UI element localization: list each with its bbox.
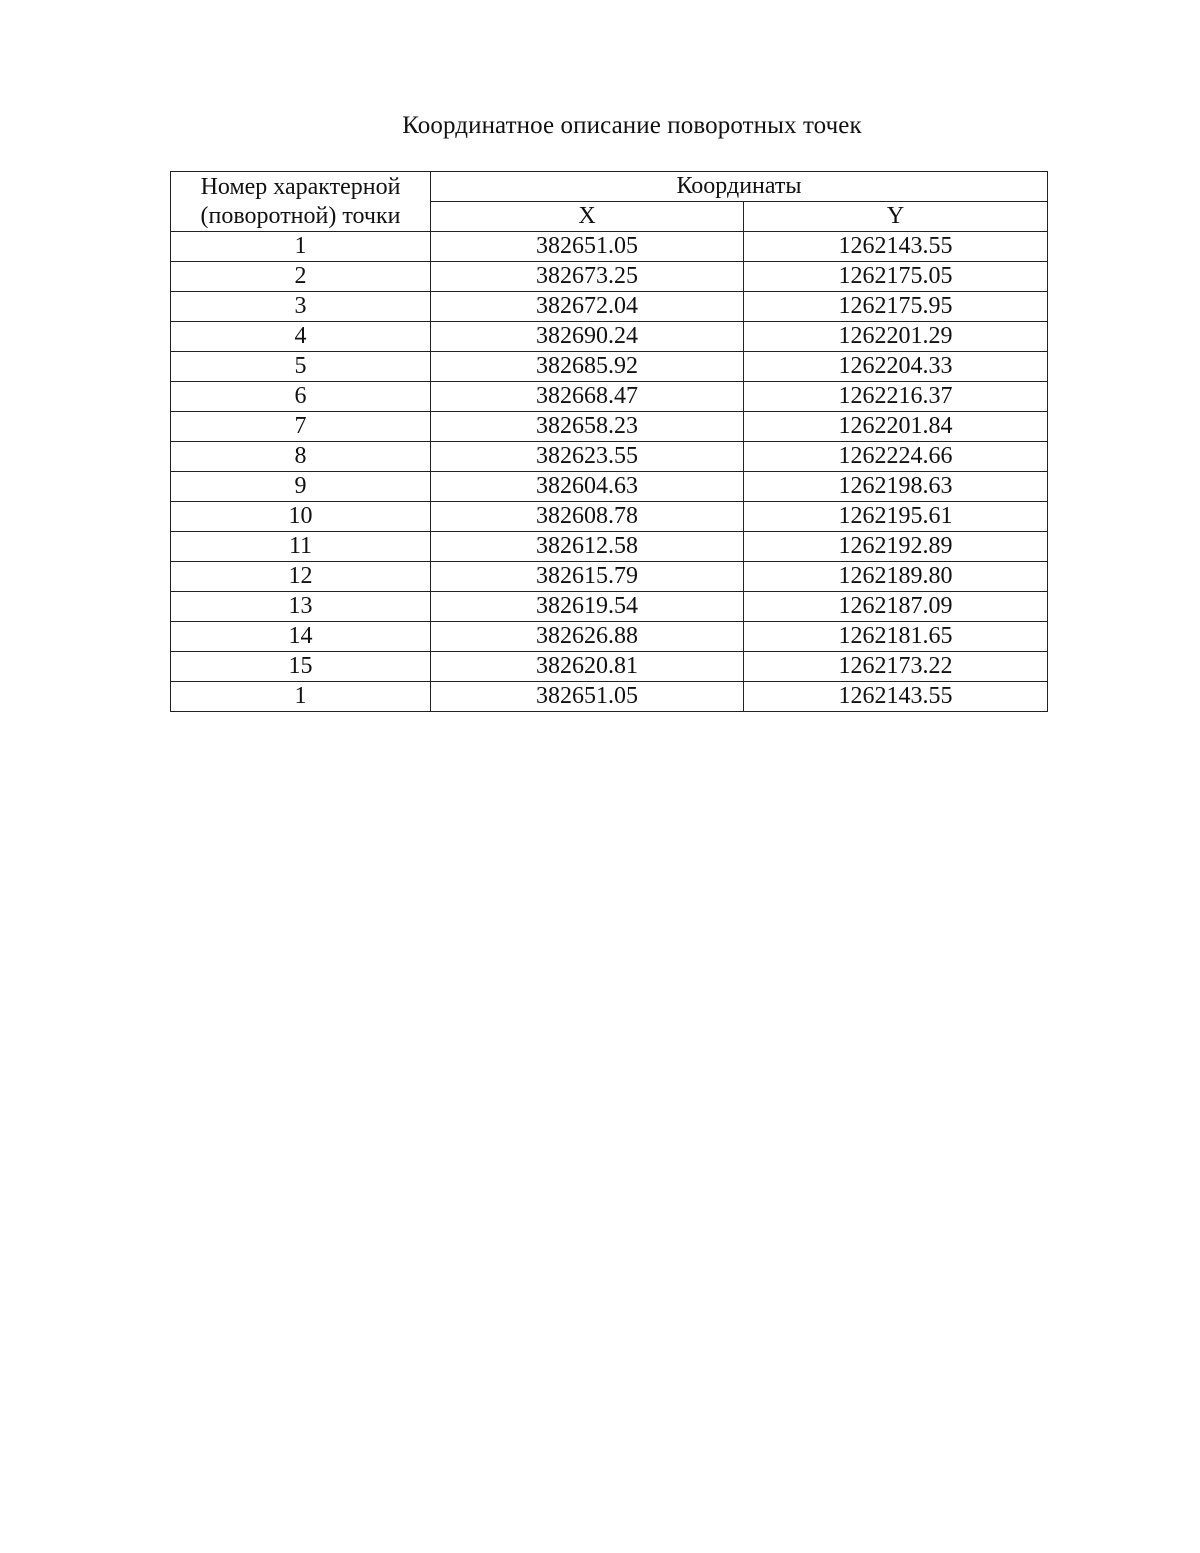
x-coordinate-cell: 382673.25 [431,262,744,292]
y-coordinate-cell: 1262198.63 [744,472,1048,502]
x-coordinate-cell: 382612.58 [431,532,744,562]
point-number-cell: 5 [171,352,431,382]
x-coordinate-cell: 382619.54 [431,592,744,622]
coordinates-header: Координаты [431,172,1048,202]
table-row [171,532,1048,562]
y-coordinate-cell: 1262175.05 [744,262,1048,292]
table-row [171,652,1048,682]
table-body [171,232,1048,712]
point-number-cell: 13 [171,592,431,622]
y-coordinate-cell: 1262201.29 [744,322,1048,352]
page-title: Координатное описание поворотных точек [402,112,862,139]
point-number-cell: 14 [171,622,431,652]
point-number-cell: 3 [171,292,431,322]
point-number-cell: 9 [171,472,431,502]
table-row [171,682,1048,712]
y-coordinate-cell: 1262143.55 [744,232,1048,262]
y-coordinate-cell: 1262181.65 [744,622,1048,652]
y-coordinate-cell: 1262195.61 [744,502,1048,532]
point-number-cell: 11 [171,532,431,562]
x-coordinate-cell: 382668.47 [431,382,744,412]
y-coordinate-cell: 1262187.09 [744,592,1048,622]
table-row [171,262,1048,292]
point-number-cell: 15 [171,652,431,682]
point-number-cell: 8 [171,442,431,472]
y-coordinate-cell: 1262224.66 [744,442,1048,472]
point-number-cell: 1 [171,682,431,712]
x-coordinate-cell: 382690.24 [431,322,744,352]
x-coordinate-cell: 382608.78 [431,502,744,532]
x-coordinate-cell: 382685.92 [431,352,744,382]
table-row [171,292,1048,322]
y-header: Y [744,202,1048,232]
point-number-header-line1: Номер характерной [200,173,401,200]
table-row [171,592,1048,622]
x-coordinate-cell: 382615.79 [431,562,744,592]
point-number-header [171,172,431,232]
table-row [171,472,1048,502]
coordinates-table [170,171,1048,712]
table-header [171,172,1048,232]
y-coordinate-cell: 1262143.55 [744,682,1048,712]
point-number-cell: 4 [171,322,431,352]
header-row-1 [171,172,1048,202]
x-coordinate-cell: 382672.04 [431,292,744,322]
x-coordinate-cell: 382604.63 [431,472,744,502]
x-header: X [431,202,744,232]
point-number-header-line2: (поворотной) точки [200,202,401,229]
point-number-cell: 2 [171,262,431,292]
table-row [171,382,1048,412]
x-coordinate-cell: 382626.88 [431,622,744,652]
table-row [171,352,1048,382]
y-coordinate-cell: 1262173.22 [744,652,1048,682]
table-row [171,412,1048,442]
table-row [171,322,1048,352]
x-coordinate-cell: 382651.05 [431,232,744,262]
table-row [171,562,1048,592]
y-coordinate-cell: 1262189.80 [744,562,1048,592]
table-row [171,232,1048,262]
x-coordinate-cell: 382620.81 [431,652,744,682]
y-coordinate-cell: 1262201.84 [744,412,1048,442]
y-coordinate-cell: 1262175.95 [744,292,1048,322]
table-row [171,502,1048,532]
x-coordinate-cell: 382651.05 [431,682,744,712]
point-number-cell: 6 [171,382,431,412]
point-number-cell: 1 [171,232,431,262]
point-number-cell: 10 [171,502,431,532]
y-coordinate-cell: 1262204.33 [744,352,1048,382]
y-coordinate-cell: 1262216.37 [744,382,1048,412]
x-coordinate-cell: 382658.23 [431,412,744,442]
point-number-cell: 12 [171,562,431,592]
x-coordinate-cell: 382623.55 [431,442,744,472]
point-number-cell: 7 [171,412,431,442]
y-coordinate-cell: 1262192.89 [744,532,1048,562]
table-row [171,622,1048,652]
table-row [171,442,1048,472]
